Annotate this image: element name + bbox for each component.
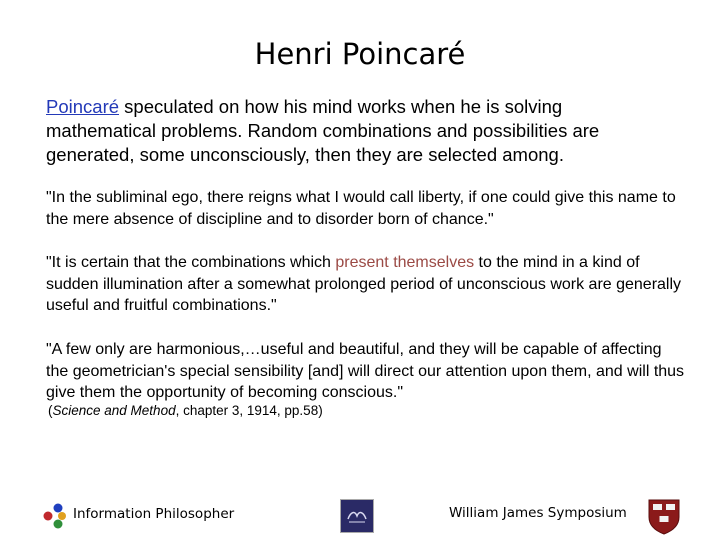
citation-open: (	[48, 403, 53, 418]
citation	[48, 403, 323, 418]
citation-book: Science and Method	[52, 403, 176, 418]
intro-text: speculated on how his mind works when he is solving mathematical problems. Random combinations and possibilities are generated, some unconsciously, then they are selected among.	[46, 96, 600, 165]
footer-right-label: William James Symposium	[449, 505, 627, 521]
intro-paragraph	[46, 95, 676, 167]
information-philosopher-logo-icon	[41, 503, 67, 529]
poincare-link[interactable]: Poincaré	[46, 96, 120, 117]
quote-2-highlight: present themselves	[335, 254, 475, 271]
citation-rest: , chapter 3, 1914, pp.58)	[175, 403, 323, 418]
quote-harmonious: "A few only are harmonious,…useful and beautiful, and they will be capable of affecting the geometrician's special sensibility [and] will direct our attention upon them, and will thus give them the opportunity of becoming conscious."	[46, 341, 685, 401]
seal-emblem-icon	[345, 507, 369, 525]
slide-title: Henri Poincaré	[254, 37, 466, 71]
symposium-seal-icon	[340, 499, 374, 533]
quote-illumination	[46, 252, 686, 317]
quote-2-start: "It is certain that the combinations which	[46, 254, 336, 271]
quote-2-end: to the mind in a kind of sudden illumination after a somewhat prolonged period of unconscious work are generally useful and fruitful combinations."	[46, 254, 682, 314]
footer-left-label: Information Philosopher	[73, 506, 235, 522]
harvard-shield-icon	[648, 499, 680, 535]
quote-liberty: "In the subliminal ego, there reigns what I would call liberty, if one could give this name to the mere absence of discipline and to disorder born of chance."	[46, 189, 676, 228]
